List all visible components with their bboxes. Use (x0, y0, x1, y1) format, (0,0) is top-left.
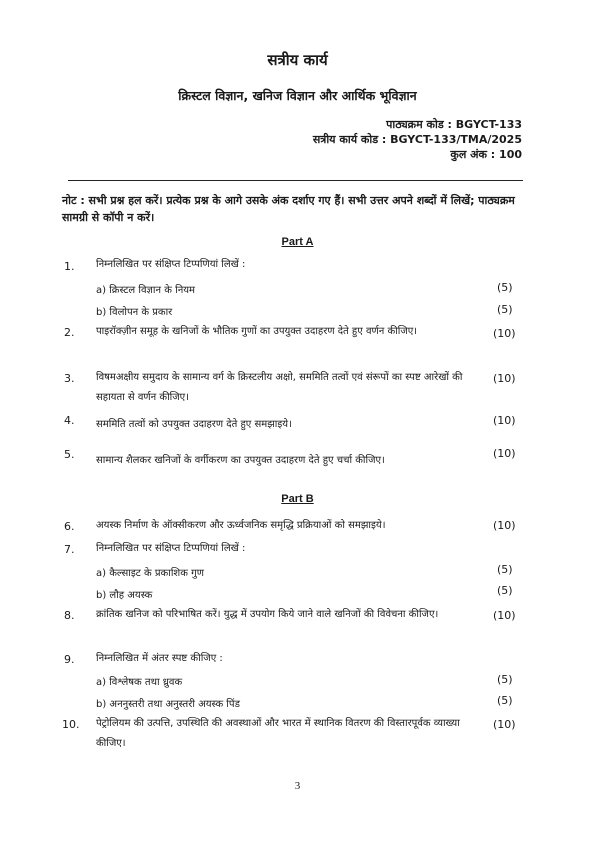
question-1b-marks: (5) (497, 303, 513, 316)
question-9b-marks: (5) (497, 694, 513, 707)
question-3-text: विषमअक्षीय समुदाय के सामान्य वर्ग के क्रिस्टलीय अक्षो, सममिति तत्वों एवं संरूपों का स्पष्ट आरेखों की सहायता से वर्णन कीजिए। (96, 372, 463, 403)
question-9a-marks: (5) (497, 673, 513, 686)
page-title: सत्रीय कार्य (267, 51, 328, 69)
question-9a-text: a) विश्लेषक तथा ध्रुवक (96, 677, 183, 688)
question-4-text: सममिति तत्वों को उपयुक्त उदाहरण देते हुए समझाइये। (96, 419, 292, 430)
course-code: पाठ्यक्रम कोड : BGYCT-133 (386, 118, 522, 131)
question-7a-text: a) कैल्साइट के प्रकाशिक गुण (96, 568, 204, 579)
question-1-text: निम्नलिखित पर संक्षिप्त टिप्पणियां लिखें : (96, 259, 246, 270)
part-b-heading: Part B (281, 493, 314, 505)
question-2-number: 2. (64, 326, 75, 339)
question-8-number: 8. (64, 609, 75, 622)
question-3-number: 3. (64, 372, 75, 385)
question-8-text: क्रांतिक खनिज को परिभाषित करें। युद्ध में उपयोग किये जाने वाले खनिजों की विवेचना कीजिए। (96, 609, 439, 620)
question-6-number: 6. (64, 520, 75, 533)
question-10-marks: (10) (493, 718, 516, 731)
question-7a-marks: (5) (497, 563, 513, 576)
question-7b-text: b) लौह अयस्क (96, 590, 153, 601)
question-4-number: 4. (64, 414, 75, 427)
question-10-text: पेट्रोलियम की उत्पत्ति, उपस्थिति की अवस्थाओं और भारत में स्थानिक वितरण की विस्तारपूर्वक व्याख्या कीजिए। (96, 718, 460, 749)
question-3-marks: (10) (493, 372, 516, 385)
question-6-text: अयस्क निर्माण के ऑक्सीकरण और ऊर्ध्वजनिक समृद्धि प्रक्रियाओं को समझाइये। (96, 520, 386, 531)
max-marks: कुल अंक : 100 (450, 148, 522, 161)
page-number: 3 (294, 780, 301, 792)
instructions-note: नोट : सभी प्रश्न हल करें। प्रत्येक प्रश्न के आगे उसके अंक दर्शाए गए हैं। सभी उत्तर अपने शब्दों में लिखें; पाठ्यक्रम सामग्री से कॉपी न करें। (62, 194, 515, 224)
question-5-marks: (10) (493, 447, 516, 460)
header-divider (68, 180, 523, 181)
part-a-heading: Part A (281, 236, 314, 248)
question-6-marks: (10) (493, 519, 516, 532)
question-7-text: निम्नलिखित पर संक्षिप्त टिप्पणियां लिखें : (96, 543, 246, 554)
question-2-text: पाइरॉक्ज़ीन समूह के खनिजों के भौतिक गुणों का उपयुक्त उदाहरण देते हुए वर्णन कीजिए। (96, 326, 418, 337)
question-7b-marks: (5) (497, 584, 513, 597)
course-title: क्रिस्टल विज्ञान, खनिज विज्ञान और आर्थिक भूविज्ञान (178, 88, 417, 103)
assignment-code: सत्रीय कार्य कोड : BGYCT-133/TMA/2025 (312, 133, 522, 146)
question-7-number: 7. (64, 543, 75, 556)
question-10-number: 10. (62, 718, 80, 731)
question-5-number: 5. (64, 448, 75, 461)
question-1-number: 1. (64, 260, 75, 273)
question-1b-text: b) विलोपन के प्रकार (96, 307, 173, 318)
question-8-marks: (10) (493, 609, 516, 622)
question-9-number: 9. (64, 653, 75, 666)
question-4-marks: (10) (493, 414, 516, 427)
question-9-text: निम्नलिखित में अंतर स्पष्ट कीजिए : (96, 653, 223, 664)
question-1a-marks: (5) (497, 281, 513, 294)
question-1a-text: a) क्रिस्टल विज्ञान के नियम (96, 285, 196, 296)
question-9b-text: b) अननुस्तरी तथा अनुस्तरी अयस्क पिंड (96, 699, 240, 710)
question-2-marks: (10) (493, 327, 516, 340)
question-5-text: सामान्य शैलकर खनिजों के वर्गीकरण का उपयुक्त उदाहरण देते हुए चर्चा कीजिए। (96, 455, 385, 466)
